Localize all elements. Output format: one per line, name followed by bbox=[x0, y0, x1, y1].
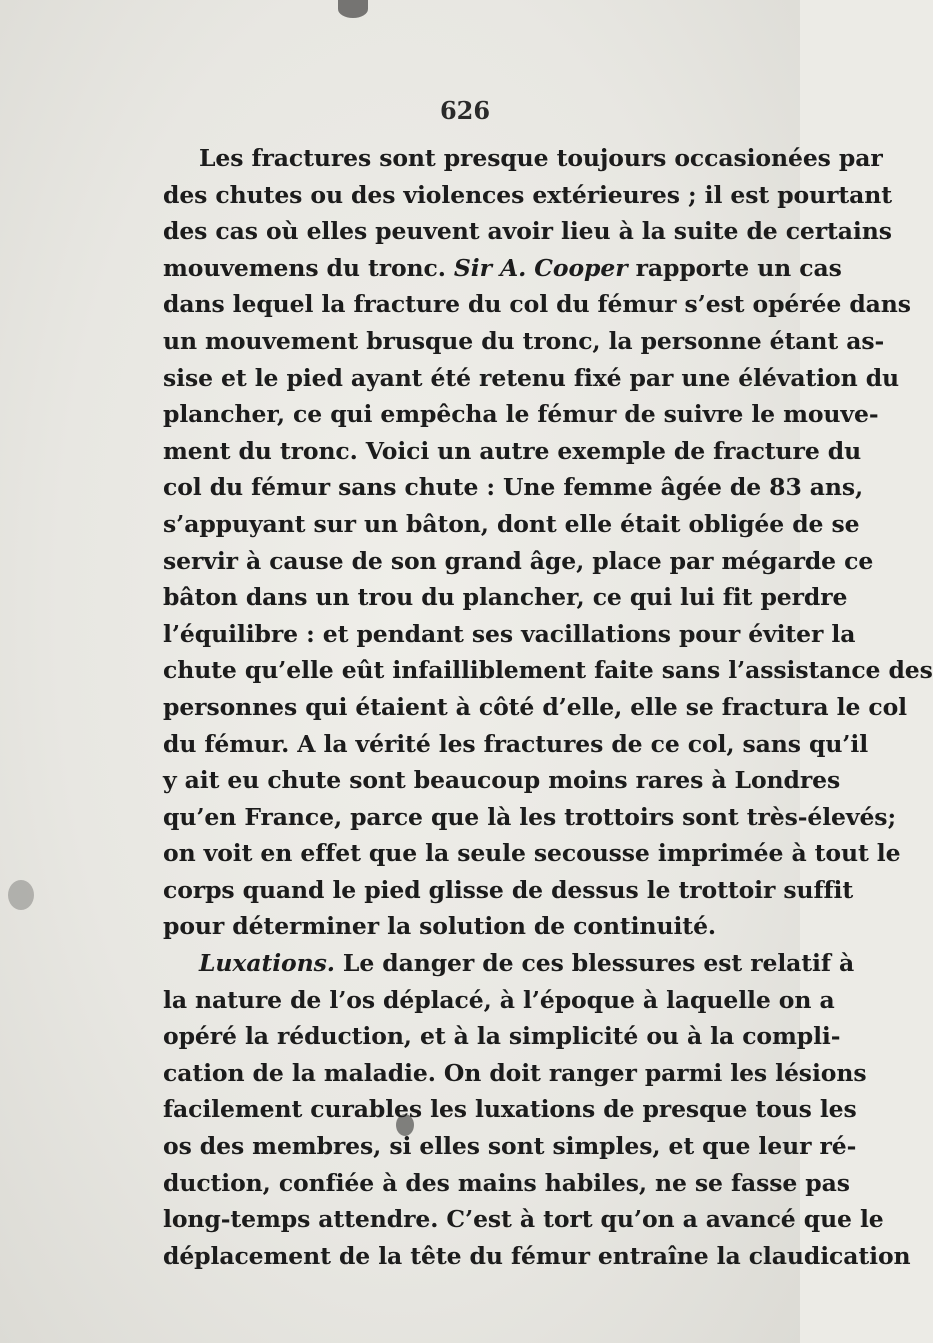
text-line: Les fractures sont presque toujours occasionées par bbox=[199, 144, 883, 172]
text-line: opéré la réduction, et à la simplicité ou à la compli- bbox=[163, 1022, 841, 1051]
text-line: des cas où elles peuvent avoir lieu à la suite de certains bbox=[163, 217, 892, 246]
text-line: qu’en France, parce que là les trottoirs sont très-élevés; bbox=[163, 802, 897, 831]
text-line: duction, confiée à des mains habiles, ne se fasse pas bbox=[163, 1168, 850, 1197]
body-text bbox=[163, 140, 933, 1274]
text-line: facilement curables les luxations de presque tous les bbox=[163, 1095, 857, 1124]
text-line: un mouvement brusque du tronc, la personne étant as- bbox=[163, 326, 885, 355]
text-line: on voit en effet que la seule secousse imprimée à tout le bbox=[163, 839, 901, 868]
page-number: 626 bbox=[439, 96, 491, 125]
text-line: ment du tronc. Voici un autre exemple de fracture du bbox=[163, 436, 862, 465]
text-line: sise et le pied ayant été retenu fixé par une élévation du bbox=[163, 363, 900, 392]
text-line: col du fémur sans chute : Une femme âgée de 83 ans, bbox=[163, 473, 864, 502]
text-line: des chutes ou des violences extérieures ; il est pourtant bbox=[163, 180, 892, 209]
text-line: l’équilibre : et pendant ses vacillations pour éviter la bbox=[163, 619, 856, 648]
text-line: dans lequel la fracture du col du fémur s’est opérée dans bbox=[163, 290, 911, 319]
text-line: os des membres, si elles sont simples, et que leur ré- bbox=[163, 1132, 857, 1161]
text-line: Luxations. Le danger de ces blessures est relatif à bbox=[199, 949, 855, 978]
text-line: bâton dans un trou du plancher, ce qui lui fit perdre bbox=[163, 583, 848, 612]
text-line: chute qu’elle eût infailliblement faite sans l’assistance des bbox=[163, 656, 933, 685]
text-line: pour déterminer la solution de continuité. bbox=[163, 912, 716, 941]
text-line: long-temps attendre. C’est à tort qu’on a avancé que le bbox=[163, 1205, 884, 1234]
text-line: plancher, ce qui empêcha le fémur de suivre le mouve- bbox=[163, 400, 879, 429]
text-line: du fémur. A la vérité les fractures de ce col, sans qu’il bbox=[163, 729, 869, 758]
text-line: servir à cause de son grand âge, place par mégarde ce bbox=[163, 546, 874, 575]
text-line: la nature de l’os déplacé, à l’époque à laquelle on a bbox=[163, 985, 835, 1014]
ink-mark bbox=[338, 0, 368, 18]
text-line: corps quand le pied glisse de dessus le trottoir suffit bbox=[163, 875, 854, 904]
stain-mark bbox=[8, 880, 34, 910]
text-line: cation de la maladie. On doit ranger parmi les lésions bbox=[163, 1058, 867, 1087]
text-line: déplacement de la tête du fémur entraîne la claudication bbox=[163, 1241, 911, 1270]
text-line: s’appuyant sur un bâton, dont elle était obligée de se bbox=[163, 509, 860, 538]
text-line: y ait eu chute sont beaucoup moins rares à Londres bbox=[163, 766, 841, 795]
text-line: personnes qui étaient à côté d’elle, elle se fractura le col bbox=[163, 692, 908, 721]
text-line: mouvemens du tronc. Sir A. Cooper rapporte un cas bbox=[163, 253, 842, 282]
